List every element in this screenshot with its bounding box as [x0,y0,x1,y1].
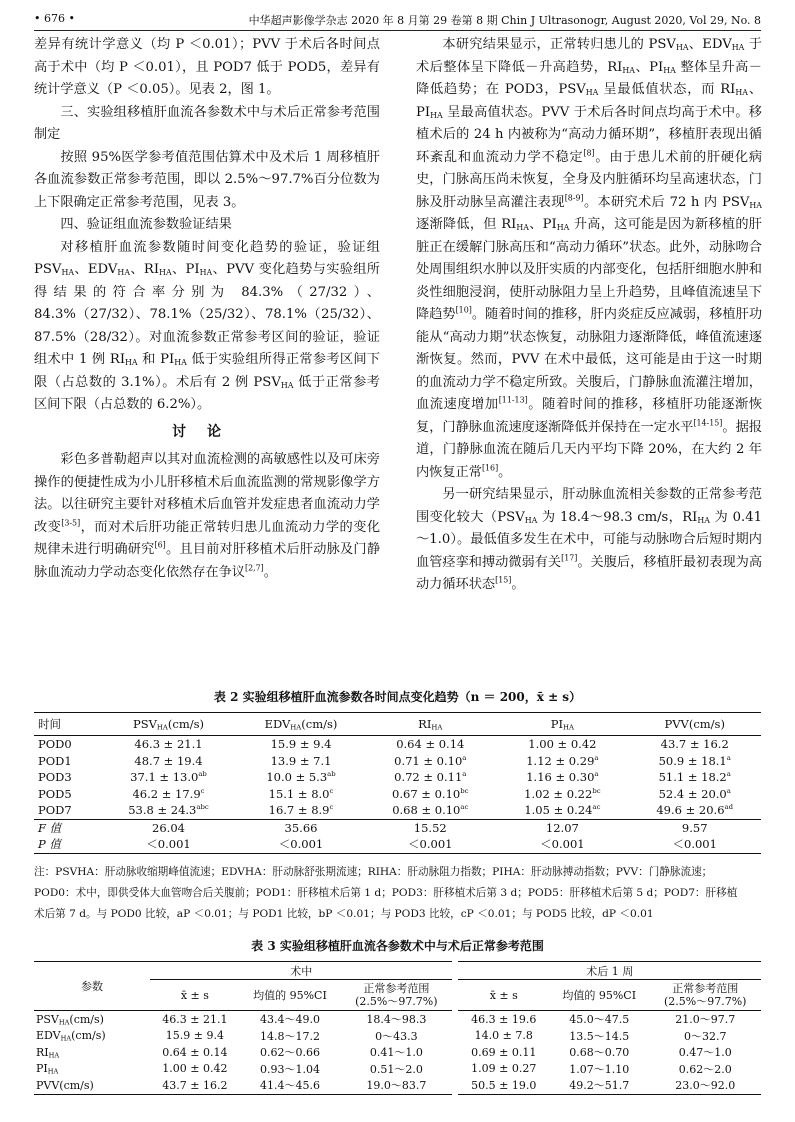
citation: [6] [154,540,166,550]
discussion-title: 讨论 [172,423,242,440]
col-header: 正常参考范围 (2.5%～97.7%) [649,980,761,1011]
table-cell: 15.1 ± 8.0$^c$ [268,786,334,801]
table-cell: 0.68 ± 0.10$^{ac}$ [392,803,469,818]
table-row [34,1061,761,1078]
col-header: 时间 [38,717,61,731]
table2 [34,712,761,854]
table-cell: 49.2～51.7 [569,1079,630,1093]
left-column [34,34,380,584]
citation: [8-9] [564,193,584,203]
table-row [34,1044,761,1061]
note-line: POD0：术中，即供受体大血管吻合后关腹前；POD1：肝移植术后第 1 d；POD3：肝移植术后第 3 d；POD5：肝移植术后第 5 d；POD7：肝移植 [34,887,738,899]
table-row [34,769,761,786]
table-cell: 43.7 ± 16.2 [660,737,729,752]
note-line: 术后第 7 d。与 POD0 比较，aP ＜0.01；与 POD1 比较，bP ＜0.01；与 POD3 比较，cP ＜0.01；与 POD5 比较，dP ＜0.01 [34,908,654,920]
table-cell: 45.0～47.5 [569,1013,630,1027]
table-cell: 0.62～2.0 [678,1062,732,1076]
row-label: POD3 [38,770,72,785]
citation: [2,7] [245,563,264,573]
table-cell: 0.71 ± 0.10$^a$ [394,753,467,768]
row-label: POD7 [38,803,72,818]
table-cell: 46.2 ± 17.9$^c$ [132,786,205,801]
page-number: • 676 • [34,12,75,25]
table-cell: 50.5 ± 19.0 [471,1078,537,1092]
table-cell: 1.02 ± 0.22$^{bc}$ [524,786,601,801]
table-cell: 16.7 ± 8.9$^c$ [268,803,334,818]
table-row [34,736,761,753]
row-label: POD5 [38,786,72,801]
table-cell: 21.0～97.7 [675,1013,736,1027]
table-cell: 19.0～83.7 [366,1079,427,1093]
table-cell: 37.1 ± 13.0$^{ab}$ [130,770,207,785]
paragraph: 对移植肝血流参数随时间变化趋势的验证，验证组 $PSV_{HA}$、$EDV_{HA}$、$RI_{HA}$、$PI_{HA}$、PVV 变化趋势与实验组所得结果的符合率分别为 84.3%（27/32）、84.3%（27/32）、78.1%（25/32）、78.1%（25/32）、87.5%（28/32）。对血流参数正常参考区间的验证，验证组术中 1 例 $RI_{HA}$ 和 $PI_{HA}$ 低于实验组所得正常参考区间下限（占总数的 3.1%）。术后有 2 例 $PSV_{HA}$ 低于正常参考区间下限（占总数的 6.2%）。 [34,239,380,412]
table-row [34,753,761,770]
col-header: x̄ ± s [150,980,240,1011]
table-cell: 1.07～1.10 [569,1062,630,1076]
row-label: PVV(cm/s) [36,1078,94,1092]
table-cell: 23.0～92.0 [675,1079,736,1093]
citation: [3-5] [61,518,81,528]
table-header-row [34,713,761,736]
table-cell: 0.64 ± 0.14 [162,1045,228,1059]
table-cell: ＜0.001 [278,837,324,852]
citation: [16] [481,463,499,473]
table-row [34,1077,761,1094]
table3-caption: 表 3 实验组移植肝血流各参数术中与术后正常参考范围 [251,939,544,953]
row-label: $EDV_{HA}(cm/s)$ [36,1029,106,1043]
section-heading: 四、验证组血流参数验证结果 [60,217,232,232]
table-cell: 0.41～1.0 [369,1046,423,1060]
col-header: 均值的 95%CI [549,980,649,1011]
table-cell: 15.9 ± 9.4 [165,1029,224,1043]
table-cell: 1.00 ± 0.42 [162,1062,228,1076]
citation: [8] [583,148,595,158]
table-cell: 0.69 ± 0.11 [471,1045,537,1059]
table-cell: 53.8 ± 24.3$^{abc}$ [128,803,209,818]
group-header: 术中 [150,962,455,980]
paragraph: 另一研究结果显示，肝动脉血流相关参数的正常参考范围变化较大（$PSV_{HA}$ 为 18.4～98.3 cm/s，$RI_{HA}$ 为 0.41～1.0）。最低值多发生在术中，可能与动脉吻合后短时期内血管痉挛和搏动微弱有关[17]。关腹后，移植肝最初表现为高动力循环状态[15]。 [416,487,763,592]
table-row [34,819,761,836]
table-cell: 1.12 ± 0.29$^a$ [526,753,599,768]
table-row [34,802,761,819]
table-header-row [34,962,761,980]
table-cell: 50.9 ± 18.1$^a$ [658,753,731,768]
table-cell: 46.3 ± 21.1 [162,1012,228,1026]
table-cell: ＜0.001 [540,837,585,852]
paragraph: 彩色多普勒超声以其对血流检测的高敏感性以及可床旁操作的便捷性成为小儿肝移植术后血流监测的常规影像学方法。以往研究主要针对移植术后血管并发症患者血流动力学改变[3-5]，而对术后肝功能正常转归患儿血流动力学的变化规律未进行明确研究[6]。且目前对肝移植术后肝动脉及门静脉血流动力学动态变化依然存在争议[2,7]。 [34,452,381,580]
table3 [34,961,761,1095]
table-cell: 10.0 ± 5.3$^{ab}$ [266,770,336,785]
table-cell: 13.5～14.5 [569,1029,630,1043]
row-label: POD0 [38,737,72,752]
table-cell: 15.9 ± 9.4 [270,737,332,752]
table-cell: 43.4～49.0 [259,1013,320,1027]
table2-note [34,862,761,925]
table-cell: 0～43.3 [375,1029,418,1043]
table-cell: 0～32.7 [683,1029,727,1043]
col-header: x̄ ± s [455,980,549,1011]
col-header: $PSV_{HA}(cm/s)$ [132,717,205,732]
table-cell: ＜0.001 [672,837,717,852]
col-header: PVV(cm/s) [664,717,725,731]
table-cell: 46.3 ± 21.1 [134,737,203,752]
table-cell: 0.47～1.0 [678,1046,732,1060]
table-cell: 9.57 [628,819,761,836]
table-cell: 1.16 ± 0.30$^a$ [526,770,599,785]
table-cell: 14.0 ± 7.8 [474,1029,533,1043]
table-cell: 49.6 ± 20.6$^{ad}$ [656,803,734,818]
table-row [34,836,761,853]
table-cell: 15.52 [364,819,496,836]
table-cell: 0.68～0.70 [569,1046,630,1060]
citation: [17] [561,553,578,563]
citation: [14-15] [693,418,723,428]
table-cell: 0.93～1.04 [259,1062,320,1076]
table-cell: 13.9 ± 7.1 [270,753,332,768]
table-cell: 43.7 ± 16.2 [162,1078,228,1092]
table-cell: ＜0.001 [408,837,453,852]
right-column [416,34,762,597]
col-header: 参数 [34,962,150,1011]
citation: [11-13] [498,395,528,405]
row-label: P 值 [38,837,61,852]
table-cell: 0.72 ± 0.11$^a$ [394,770,467,785]
table-cell: 35.66 [238,819,364,836]
table-cell: 1.05 ± 0.24$^{ac}$ [524,803,601,818]
table2-caption: 表 2 实验组移植肝血流参数各时间点变化趋势（n ＝ 200，x̄ ± s） [213,690,582,704]
table-row [34,786,761,803]
journal-citation: 中华超声影像学杂志 2020 年 8 月第 29 卷第 8 期 Chin J Ultrasonogr, August 2020, Vol 29, No. 8 [248,14,761,27]
row-label: F 值 [34,819,99,836]
page-header [34,8,761,31]
table-cell: 14.8～17.2 [259,1029,320,1043]
row-label: $PI_{HA}$ [36,1062,59,1076]
table-row [34,1011,761,1028]
table-cell: 1.09 ± 0.27 [471,1062,537,1076]
table-cell: ＜0.001 [146,837,191,852]
table-cell: 51.1 ± 18.2$^a$ [658,770,731,785]
group-header: 术后 1 周 [455,962,761,980]
section-heading: 三、实验组移植肝血流各参数术中与术后正常参考范围制定 [34,104,380,142]
citation: [10] [455,305,472,315]
table-cell: 48.7 ± 19.4 [134,753,203,768]
note-line: 注：PSVHA：肝动脉收缩期峰值流速；EDVHA：肝动脉舒张期流速；RIHA：肝动脉阻力指数；PIHA：肝动脉搏动指数；PVV：门静脉流速； [34,866,713,878]
table-cell: 0.51～2.0 [369,1062,423,1076]
col-header: 正常参考范围 (2.5%～97.7%) [340,980,455,1011]
paragraph: 差异有统计学意义（均 P ＜0.01）；PVV 于术后各时间点高于术中（均 P ＜0.01），且 POD7 低于 POD5，差异有统计学意义（P ＜0.05）。见表 2，图 1。 [34,37,380,97]
row-label: POD1 [38,753,72,768]
table-cell: 1.00 ± 0.42 [528,737,597,752]
table-cell: 41.4～45.6 [259,1079,320,1093]
table-cell: 0.64 ± 0.14 [396,737,465,752]
table-cell: 52.4 ± 20.0$^a$ [658,786,731,801]
table-cell: 0.62～0.66 [259,1046,320,1060]
table-row [34,1028,761,1045]
col-header: $EDV_{HA}(cm/s)$ [264,717,338,732]
citation: [15] [495,575,512,585]
col-header: 均值的 95%CI [240,980,340,1011]
paragraph: 本研究结果显示，正常转归患儿的 $PSV_{HA}$、$EDV_{HA}$ 于术后整体呈下降低－升高趋势，$RI_{HA}$、$PI_{HA}$ 整体呈升高－降低趋势；在 POD3，$PSV_{HA}$ 呈最低值状态，而 $RI_{HA}$、$PI_{HA}$ 呈最高值状态。PVV 于术后各时间点均高于术中。移植术后的 24 h 内被称为“高动力循环期”，移植肝表现出循环紊乱和血流动力学不稳定[8]。由于患儿术前的肝硬化病史，门脉高压尚未恢复，全身及内脏循环均呈高速状态，门脉及肝动脉呈高灌注表现[8-9]。本研究术后 72 h 内 $PSV_{HA}$ 逐渐降低，但 $RI_{HA}$、$PI_{HA}$ 升高，这可能是因为新移植的肝脏正在缓解门脉高压和“高动力循环”状态。此外，动脉吻合处周围组织水肿以及肝实质的内部变化，包括肝细胞水肿和炎性细胞浸润，使肝动脉阻力呈上升趋势，且峰值流速呈下降趋势[10]。随着时间的推移，肝内炎症反应减弱，移植肝功能从“高动力期”状态恢复，动脉阻力逐渐降低，峰值流速逐渐恢复。然而，PVV 在术中最低，这可能是由于这一时期的血流动力学不稳定所致。关腹后，门静脉血流灌注增加，血流速度增加[11-13]。随着时间的推移，移植肝功能逐渐恢复，门静脉血流速度逐渐降低并保持在一定水平[14-15]。据报道，门静脉血流在随后几天内平均下降 20%，在大约 2 年内恢复正常[16]。 [416,37,763,480]
table-cell: 26.04 [99,819,238,836]
table-cell: 0.67 ± 0.10$^{bc}$ [392,786,469,801]
table-cell: 12.07 [496,819,628,836]
row-label: $PSV_{HA}(cm/s)$ [36,1012,104,1027]
table-cell: 46.3 ± 19.6 [471,1012,537,1026]
col-header: $RI_{HA}$ [418,717,443,732]
table-cell: 18.4～98.3 [366,1013,427,1027]
col-header: $PI_{HA}$ [550,717,575,732]
row-label: $RI_{HA}$ [36,1045,60,1060]
paragraph: 按照 95%医学参考值范围估算术中及术后 1 周移植肝各血流参数正常参考范围，即以 2.5%～97.7%百分位数为上下限确定正常参考范围，见表 3。 [34,149,380,210]
